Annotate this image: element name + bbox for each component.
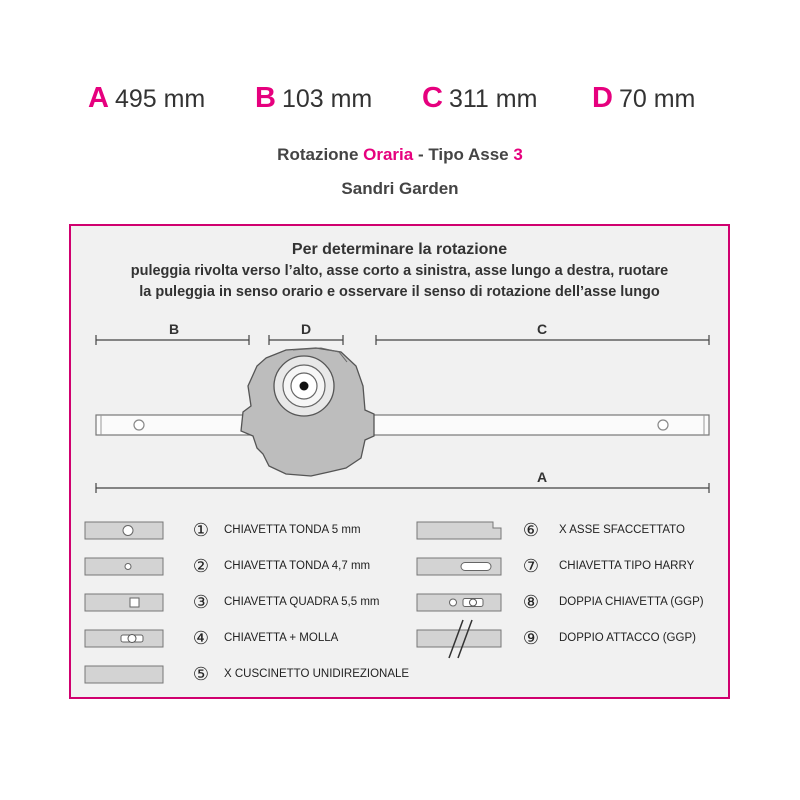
label-d: D (300, 321, 312, 337)
double-key-icon (417, 594, 501, 611)
legend-label-7: CHIAVETTA TIPO HARRY (559, 560, 695, 572)
instructions-title: Per determinare la rotazione (291, 241, 508, 258)
dimension-letter: B (255, 82, 276, 114)
dimension-letter: C (422, 82, 443, 114)
legend-label-2: CHIAVETTA TONDA 4,7 mm (224, 560, 371, 572)
pulley-center (300, 382, 309, 391)
square-key-icon (85, 594, 163, 611)
dimension-letter: D (592, 82, 613, 114)
dimension-letter: A (88, 82, 109, 114)
instructions-line-1: puleggia rivolta verso l’alto, asse corto a sinistra, asse lungo a destra, ruotare (130, 263, 669, 279)
rotation-direction: Oraria (363, 145, 414, 164)
legend-number: ④ (192, 628, 210, 648)
dimension-value: 495 mm (114, 85, 206, 113)
legend-number: ③ (192, 592, 210, 612)
legend-label-5: X CUSCINETTO UNIDIREZIONALE (224, 668, 410, 680)
label-b: B (168, 321, 180, 337)
subtitle-prefix: Rotazione (277, 145, 364, 164)
shaft-diagram (71, 226, 728, 697)
faceted-shaft-icon (417, 522, 501, 539)
legend-label-6: X ASSE SFACCETTATO (559, 524, 685, 536)
dimension-line-a (96, 483, 709, 493)
brand-name: Sandri Garden (341, 179, 459, 198)
legend-number: ⑨ (522, 628, 540, 648)
left-key-hole (134, 420, 144, 430)
instructions-line-2: la puleggia in senso orario e osservare il senso di rotazione dell’asse lungo (139, 284, 660, 300)
axis-type: 3 (513, 145, 523, 164)
shaft (96, 415, 709, 435)
rotation-subtitle (0, 145, 800, 165)
small-round-key-icon (85, 558, 163, 575)
legend-label-3: CHIAVETTA QUADRA 5,5 mm (224, 596, 380, 608)
right-key-hole (658, 420, 668, 430)
dimension-value: 103 mm (281, 85, 373, 113)
gearbox (241, 348, 374, 476)
dimension-value: 311 mm (448, 85, 538, 113)
plain-shaft-icon (85, 666, 163, 683)
dimensions-row (0, 82, 800, 122)
label-a: A (536, 469, 548, 485)
dimension-a (88, 82, 205, 115)
legend-number: ② (192, 556, 210, 576)
diagram-panel (69, 224, 730, 699)
legend-number: ⑦ (522, 556, 540, 576)
legend-label-8: DOPPIA CHIAVETTA (GGP) (559, 596, 704, 608)
dimension-value: 70 mm (618, 85, 696, 113)
legend-label-9: DOPPIO ATTACCO (GGP) (559, 632, 696, 644)
legend-number: ⑤ (192, 664, 210, 684)
double-attach-icon (417, 620, 501, 658)
legend-number: ① (192, 520, 210, 540)
legend-number: ⑧ (522, 592, 540, 612)
key-spring-icon (85, 630, 163, 647)
round-key-icon (85, 522, 163, 539)
legend-label-4: CHIAVETTA + MOLLA (224, 632, 339, 644)
label-c: C (536, 321, 548, 337)
dimension-c (422, 82, 537, 115)
legend-number: ⑥ (522, 520, 540, 540)
dimension-b (255, 82, 372, 115)
slot-key-icon (417, 558, 501, 575)
legend-label-1: CHIAVETTA TONDA 5 mm (224, 524, 361, 536)
subtitle-middle: - Tipo Asse (413, 145, 514, 164)
dimension-d (592, 82, 695, 115)
